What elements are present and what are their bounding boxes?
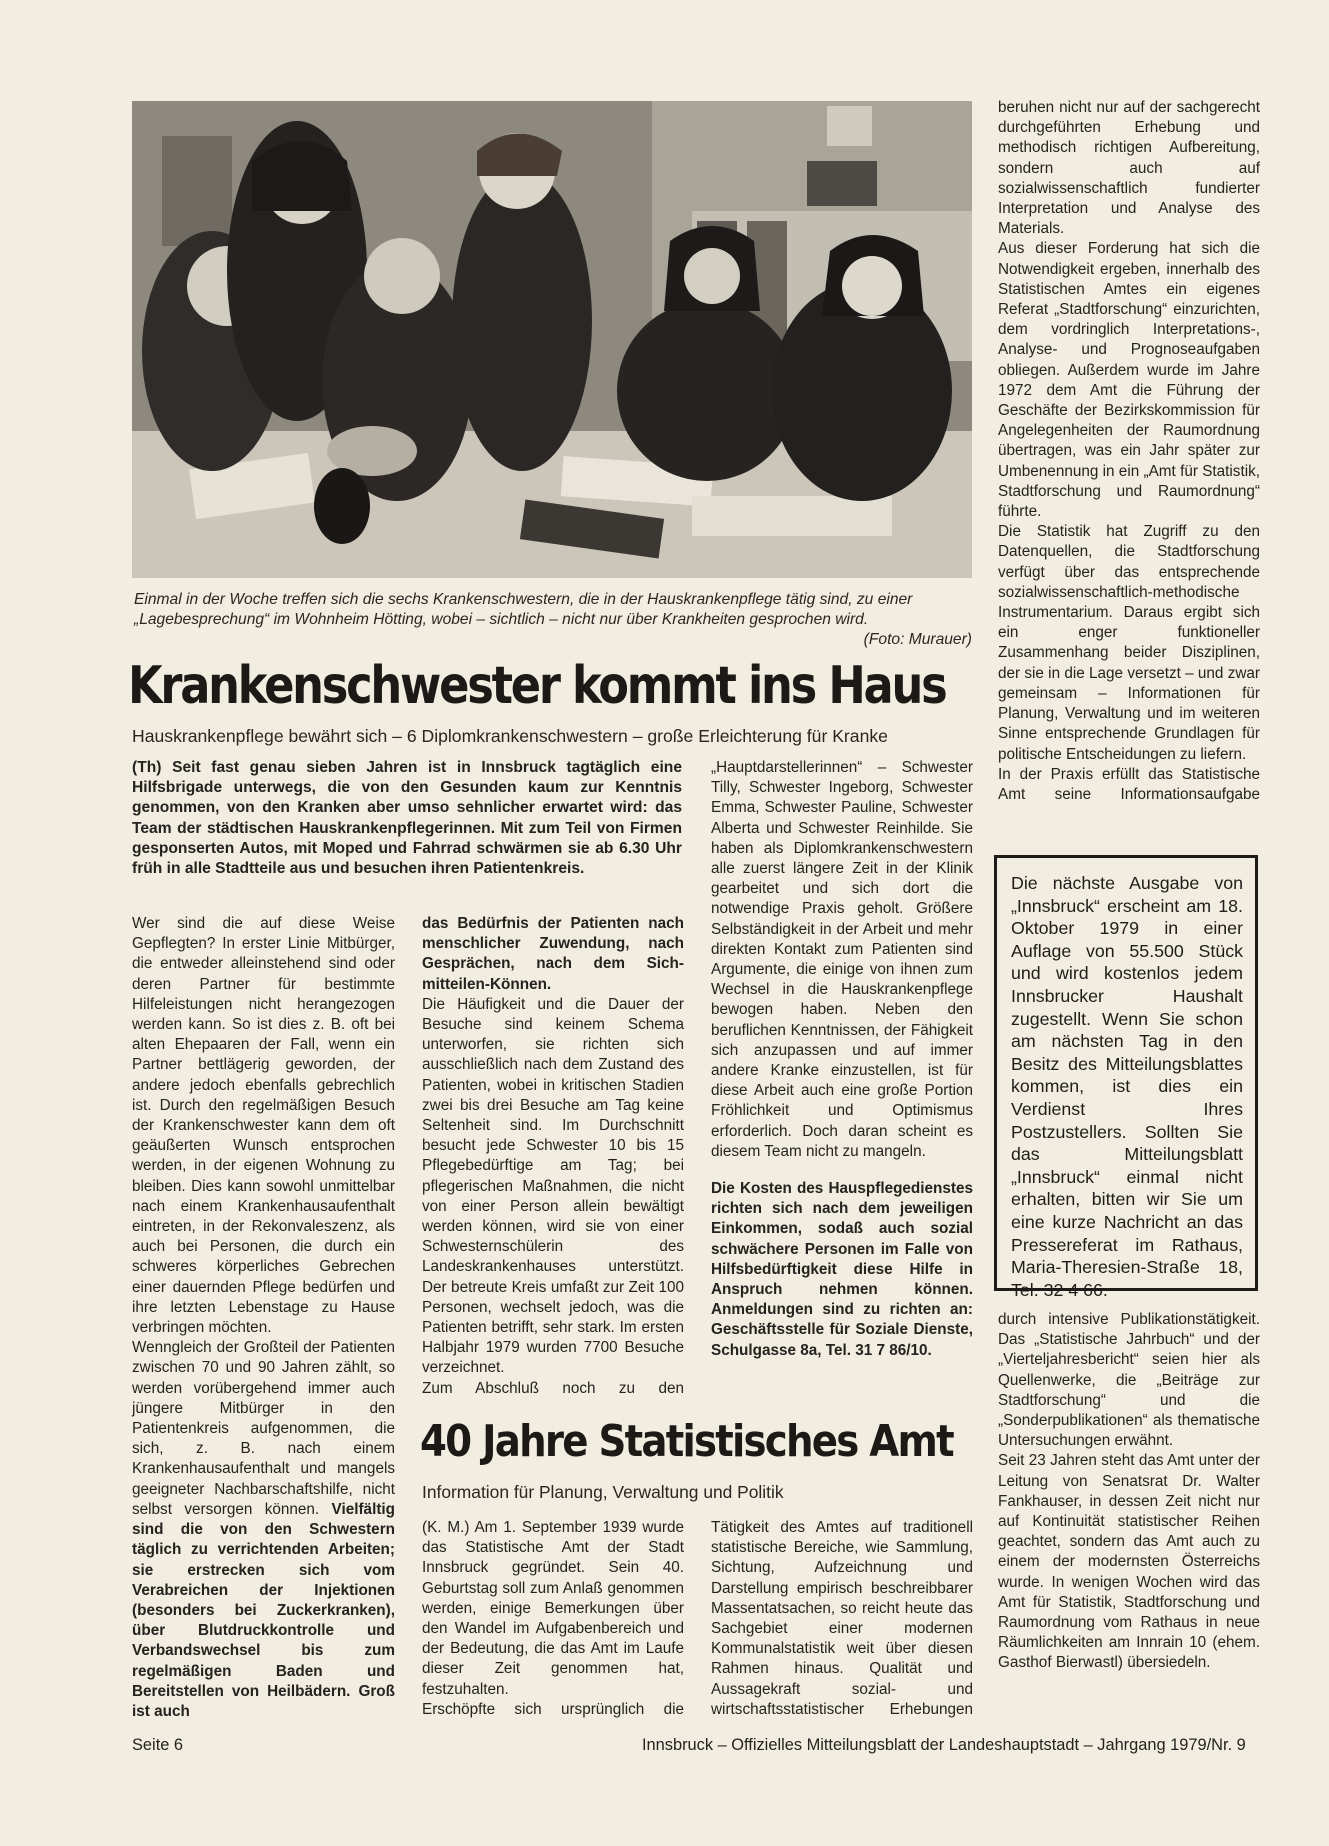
article2-headline: 40 Jahre Statistisches Amt [420, 1416, 953, 1467]
article1-column-2 [422, 914, 684, 1399]
article-subhead: Hauskrankenpflege bewährt sich – 6 Diplomkrankenschwestern – große Erleichterung für Kranke [132, 726, 888, 746]
paragraph [132, 1338, 395, 1722]
paragraph: Die Häufigkeit und die Dauer der Besuche sind keinem Schema unterworfen, sie richten sich ausschließlich nach dem Zustand des Patienten, wobei in kritischen Stadien zwei bis drei Besuche am Tag keine Seltenheit sind. Im Durchschnitt besucht jede Schwester 10 bis 15 Pflegebedürftige am Tag; bei pflegerischen Maßnahmen, die nicht von einer Person allein bewältigt werden können, wird sie von einer Schwesternschülerin des Landeskrankenhauses unterstützt. Der betreute Kreis umfaßt zur Zeit 100 Personen, wechselt jedoch, was die Patienten betrifft, sehr stark. Im ersten Halbjahr 1979 wurden 7700 Besuche verzeichnet. [422, 995, 684, 1377]
paragraph: Die Statistik hat Zugriff zu den Datenquellen, die Stadtforschung verfügt über das entsprechende sozialwissenschaftlich-methodische Instrumentarium. Daraus ergibt sich ein enger funktioneller Zusammenhang beider Disziplinen, der sie in die Lage versetzt – und zwar gemeinsam – Informationen für Planung, Verwaltung und im weiteren Sinne entsprechende Grundlagen für politische Entscheidungen zu liefern. [998, 523, 1260, 763]
photo-credit: (Foto: Murauer) [863, 631, 972, 648]
nurses-photo [132, 101, 972, 578]
paragraph: Zum Abschluß noch zu den [422, 1379, 684, 1397]
paragraph-bold: Die Kosten des Hauspflegedienstes richten sich nach dem jeweiligen Einkommen, sodaß auch sozial schwächere Personen im Falle von Hilfsbedürftigkeit diese Hilfe in Anspruch nehmen können. Anmeldungen sind zu richten an: Geschäftsstelle für Soziale Dienste, Schulgasse 8a, Tel. 31 7 86/10. [711, 1180, 973, 1359]
paragraph: Tätigkeit des Amtes auf traditionell statistische Bereiche, wie Sammlung, Sichtung, Aufzeichnung und Darstellung empirisch beschreibbarer Massentatsachen, so reicht heute das Sachgebiet einer modernen Kommunalstatistik weit über diesen Rahmen hinaus. Qualität und Aussagekraft sozial- und wirtschaftsstatistischer Erhebungen [711, 1519, 973, 1718]
paragraph-bold: das Bedürfnis der Patienten nach menschlicher Zuwendung, nach Gesprächen, nach dem Sich-mitteilen-Können. [422, 915, 684, 993]
article2-column-2 [711, 1518, 973, 1720]
photo-illustration [132, 101, 972, 578]
article2-subhead: Information für Planung, Verwaltung und Politik [422, 1482, 784, 1502]
paragraph: durch intensive Publikationstätigkeit. Das „Statistische Jahrbuch“ und der „Vierteljahresbericht“ seien hier als Quellenwerke, die „Beiträge zur Stadtforschung“ und die „Sonderpublikationen“ als thematische Untersuchungen erwähnt. [998, 1311, 1260, 1450]
paragraph-bold: Vielfältig sind die von den Schwestern täglich zu verrichtenden Arbeiten; sie erstrecken sich vom Verabreichen der Injektionen (besonders bei Zuckerkranken), über Blutdruckkontrolle und Verbandswechsel bis zum regelmäßigen Baden und Bereitstellen von Heilbädern. Groß ist auch [132, 1500, 396, 1720]
notice-text: Die nächste Ausgabe von „Innsbruck“ erscheint am 18. Oktober 1979 in einer Auflage von 55.500 Stück und wird kostenlos jedem Innsbrucker Haushalt zugestellt. Wenn Sie schon am nächsten Tag in den Besitz des Mitteilungsblattes kommen, ist dies ein Verdienst Ihres Postzustellers. Sollten Sie das Mitteilungsblatt „Innsbruck“ einmal nicht erhalten, bitten wir Sie um eine kurze Nachricht an das Pressereferat im Rathaus, Maria-Theresien-Straße 18, Tel. 32 4 66. [1011, 873, 1243, 1300]
article-headline: Krankenschwester kommt ins Haus [128, 656, 946, 716]
caption-text: Einmal in der Woche treffen sich die sechs Krankenschwestern, die in der Hauskrankenpflege tätig sind, zu einer „Lagebesprechung“ im Wohnheim Hötting, wobei – sichtlich – nicht nur über Krankheiten gesprochen wird. [134, 591, 913, 628]
article1-column-1 [132, 914, 395, 1722]
paragraph: In der Praxis erfüllt das Statistische Amt seine Informationsaufgabe [998, 765, 1260, 803]
paragraph-text: Wenngleich der Großteil der Patienten zwischen 70 und 90 Jahren zählt, so werden vorübergehend immer auch jüngere Mitbürger in den Patientenkreis aufgenommen, die sich, z. B. nach einem Krankenhausaufenthalt und mangels geeigneter Nachbarschaftshilfe, nicht selbst versorgen können. [132, 1339, 395, 1518]
article2-column-3-bottom [998, 1310, 1260, 1674]
article2-column-1 [422, 1518, 684, 1720]
paragraph: Seit 23 Jahren steht das Amt unter der Leitung von Senatsrat Dr. Walter Fankhauser, in dessen Zeit nicht nur auf Kontinuität statistischer Reihen geachtet, sondern das Amt auch zu einem der modernsten Österreichs wurde. In wenigen Wochen wird das Amt für Statistik, Stadtforschung und Raumordnung vom Rathaus in neue Räumlichkeiten am Innrain 10 (ehem. Gasthof Bierwastl) übersiedeln. [998, 1452, 1260, 1672]
paragraph: Wer sind die auf diese Weise Gepflegten? In erster Linie Mitbürger, die entweder alleinstehend sind oder deren Partner für bestimmte Hilfeleistungen nicht herangezogen werden kann. So ist dies z. B. oft bei alten Ehepaaren der Fall, wenn ein Partner bettlägerig geworden, der andere jedoch ebenfalls gebrechlich ist. Durch den regelmäßigen Besuch der Krankenschwester kann dem oft geäußerten Wunsch entsprochen werden, in der eigenen Wohnung zu bleiben. Dies kann sowohl unmittelbar nach einem Krankenhausaufenthalt eintreten, in der Rekonvaleszenz, als auch bei Personen, die durch ein schweres körperliches Gebrechen einer dauernden Pflege bedürfen und ihre letzten Lebenstage zu Hause verbringen möchten. [132, 915, 395, 1337]
paragraph: (K. M.) Am 1. September 1939 wurde das Statistische Amt der Stadt Innsbruck gegründet. Sein 40. Geburtstag soll zum Anlaß genommen werden, einige Bemerkungen über den Wandel im Aufgabenbereich und der Bedeutung, die das Amt im Laufe dieser Zeit genommen hat, festzuhalten. [422, 1519, 684, 1698]
next-issue-notice [994, 855, 1258, 1300]
paragraph: Aus dieser Forderung hat sich die Notwendigkeit ergeben, innerhalb des Statistischen Amtes ein eigenes Referat „Stadtforschung“ einzurichten, dem vordringlich Interpretations-, Analyse- und Prognoseaufgaben obliegen. Außerdem wurde im Jahre 1972 dem Amt die Führung der Geschäfte der Bezirkskommission für Angelegenheiten der Raumordnung übertragen, was ein Jahr später zur Umbenennung in ein „Amt für Statistik, Stadtforschung und Raumordnung“ führte. [998, 240, 1260, 521]
photo-caption [134, 590, 972, 650]
article2-column-3-top [998, 98, 1260, 805]
article-lead: (Th) Seit fast genau sieben Jahren ist in Innsbruck tagtäglich eine Hilfsbrigade unterwegs, die von den Gesunden kaum zur Kenntnis genommen, von den Kranken aber umso sehnlicher erwartet wird: das Team der städtischen Hauskrankenpflegerinnen. Mit zum Teil von Firmen gesponserten Autos, mit Moped und Fahrrad schwärmen sie ab 6.30 Uhr früh in alle Stadtteile aus und besuchen ihren Patientenkreis. [132, 759, 682, 878]
paragraph: „Hauptdarstellerinnen“ – Schwester Tilly, Schwester Ingeborg, Schwester Emma, Schwester Pauline, Schwester Alberta und Schwester Reinhilde. Sie haben als Diplomkrankenschwestern alle zuerst längere Zeit in der Klinik gearbeitet und sich dort die notwendige Praxis geholt. Größere Selbständigkeit in der Arbeit und mehr direkten Kontakt zum Patienten sind Argumente, die einige von ihnen zum Wechsel in die Hauskrankenpflege bewogen haben. Neben den beruflichen Kenntnissen, der Fähigkeit sich anzupassen und auf immer andere Kranke einzustellen, ist für diese Arbeit auch eine große Portion Fröhlichkeit und Optimismus erforderlich. Doch daran scheint es diesem Team nicht zu mangeln. [711, 759, 973, 1160]
publication-line: Innsbruck – Offizielles Mitteilungsblatt der Landeshauptstadt – Jahrgang 1979/Nr. 9 [642, 1736, 1246, 1754]
paragraph: beruhen nicht nur auf der sachgerecht durchgeführten Erhebung und methodisch richtigen Aufbereitung, sondern auch auf sozialwissenschaftlich fundierter Interpretation und Analyse des Materials. [998, 99, 1260, 238]
page-number: Seite 6 [132, 1736, 184, 1754]
article1-column-3 [711, 758, 973, 1361]
paragraph: Erschöpfte sich ursprünglich die [422, 1700, 684, 1718]
